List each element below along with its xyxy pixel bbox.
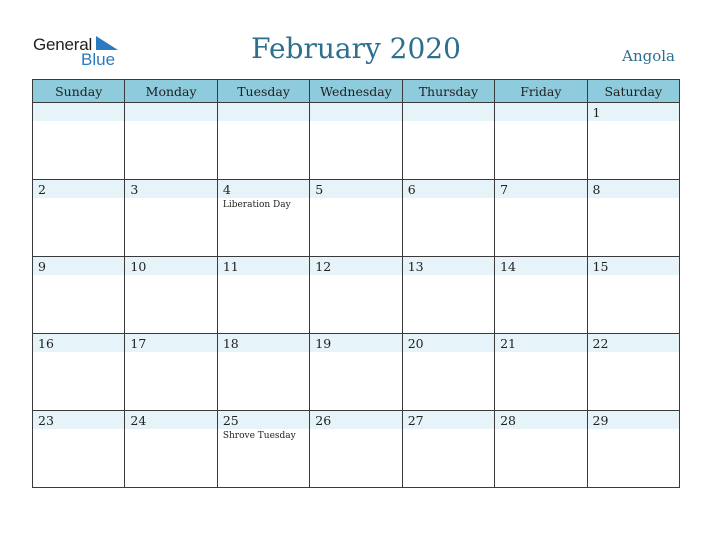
weekday-header: Wednesday: [310, 80, 402, 103]
day-cell: [217, 411, 309, 488]
day-cell: [125, 257, 217, 334]
day-cell: [402, 334, 494, 411]
day-cell: [587, 411, 679, 488]
day-cell: [402, 257, 494, 334]
day-cell: [33, 334, 125, 411]
day-number-band: [495, 257, 586, 275]
day-number: 9: [38, 259, 46, 274]
week-row: [33, 257, 680, 334]
day-number-band: [495, 103, 586, 121]
day-number: 28: [500, 413, 517, 428]
day-number: 4: [222, 182, 231, 197]
week-row: [33, 180, 680, 257]
weekday-header: Thursday: [402, 80, 494, 103]
day-number: 25: [222, 413, 239, 428]
day-cell: [125, 103, 217, 180]
day-number-band: [33, 334, 124, 352]
day-number: 17: [130, 336, 147, 351]
day-cell: [310, 411, 402, 488]
day-cell: [495, 103, 587, 180]
day-number-band: [33, 180, 124, 198]
day-cell: [495, 180, 587, 257]
day-number: 10: [130, 259, 147, 274]
day-number-band: [310, 334, 401, 352]
day-number-band: [403, 411, 494, 429]
weekday-header: Sunday: [33, 80, 125, 103]
day-number: 12: [315, 259, 332, 274]
day-number: 16: [38, 336, 54, 351]
day-number: 11: [222, 259, 239, 274]
day-number-band: [403, 334, 494, 352]
day-cell: [402, 411, 494, 488]
day-number: 8: [592, 182, 601, 197]
day-number-band: [218, 103, 309, 121]
day-number: 19: [315, 336, 332, 351]
day-number-band: [310, 411, 401, 429]
day-number-band: [33, 103, 124, 121]
day-number-band: [495, 180, 586, 198]
day-number: 15: [592, 259, 609, 274]
day-cell: [217, 334, 309, 411]
day-number: 22: [592, 336, 609, 351]
day-number: 5: [315, 182, 324, 197]
holiday-label: Liberation Day: [222, 200, 291, 210]
day-cell: [310, 103, 402, 180]
day-cell: [125, 334, 217, 411]
day-cell: [402, 103, 494, 180]
day-cell: [125, 180, 217, 257]
weekday-header: Saturday: [587, 80, 679, 103]
weekday-header: Monday: [125, 80, 217, 103]
day-number-band: [125, 411, 216, 429]
day-cell: [217, 257, 309, 334]
calendar-grid: [32, 79, 680, 488]
day-number-band: [218, 180, 309, 198]
week-row: [33, 411, 680, 488]
day-number: 21: [500, 336, 517, 351]
day-number-band: [495, 334, 586, 352]
day-number: 29: [592, 413, 609, 428]
day-number: 13: [407, 259, 424, 274]
day-number: 14: [500, 259, 517, 274]
day-number-band: [588, 334, 679, 352]
day-cell: [33, 257, 125, 334]
day-number-band: [588, 180, 679, 198]
day-number-band: [33, 411, 124, 429]
day-number: 2: [38, 182, 46, 197]
day-number-band: [125, 257, 216, 275]
day-cell: [495, 411, 587, 488]
day-number-band: [403, 180, 494, 198]
week-row: [33, 103, 680, 180]
day-number: 18: [222, 336, 239, 351]
day-cell: [125, 411, 217, 488]
day-cell: [402, 180, 494, 257]
day-cell: [587, 257, 679, 334]
day-number-band: [33, 257, 124, 275]
day-number-band: [125, 334, 216, 352]
day-number-band: [588, 411, 679, 429]
week-row: [33, 334, 680, 411]
day-cell: [495, 257, 587, 334]
day-cell: [310, 334, 402, 411]
country-label: Angola: [622, 47, 675, 65]
day-cell: [587, 103, 679, 180]
day-number-band: [218, 334, 309, 352]
day-number-band: [588, 257, 679, 275]
day-number-band: [310, 103, 401, 121]
day-number: 26: [315, 413, 332, 428]
day-number: 27: [407, 413, 424, 428]
day-cell: [310, 180, 402, 257]
day-number-band: [125, 180, 216, 198]
day-number-band: [403, 257, 494, 275]
day-number: 7: [500, 182, 509, 197]
weekday-header: Friday: [495, 80, 587, 103]
day-number: 23: [38, 413, 54, 428]
day-cell: [587, 334, 679, 411]
day-number-band: [310, 257, 401, 275]
day-number: 6: [407, 182, 416, 197]
day-cell: [310, 257, 402, 334]
page-title: February 2020: [251, 32, 461, 65]
weekday-header: Tuesday: [217, 80, 309, 103]
day-number-band: [310, 180, 401, 198]
day-cell: [217, 180, 309, 257]
day-number-band: [125, 103, 216, 121]
day-number: 1: [592, 105, 601, 120]
day-number-band: [588, 103, 679, 121]
day-cell: [217, 103, 309, 180]
logo-word-blue: Blue: [81, 50, 116, 69]
day-number-band: [495, 411, 586, 429]
day-number-band: [218, 411, 309, 429]
day-cell: [33, 411, 125, 488]
day-number: 24: [130, 413, 147, 428]
day-number-band: [218, 257, 309, 275]
holiday-label: Shrove Tuesday: [222, 431, 296, 441]
day-cell: [33, 103, 125, 180]
day-cell: [495, 334, 587, 411]
day-number: 3: [130, 182, 139, 197]
day-cell: [587, 180, 679, 257]
day-number-band: [403, 103, 494, 121]
weekday-header-row: [33, 80, 680, 103]
logo-word-general: General: [33, 35, 93, 54]
day-cell: [33, 180, 125, 257]
day-number: 20: [407, 336, 424, 351]
